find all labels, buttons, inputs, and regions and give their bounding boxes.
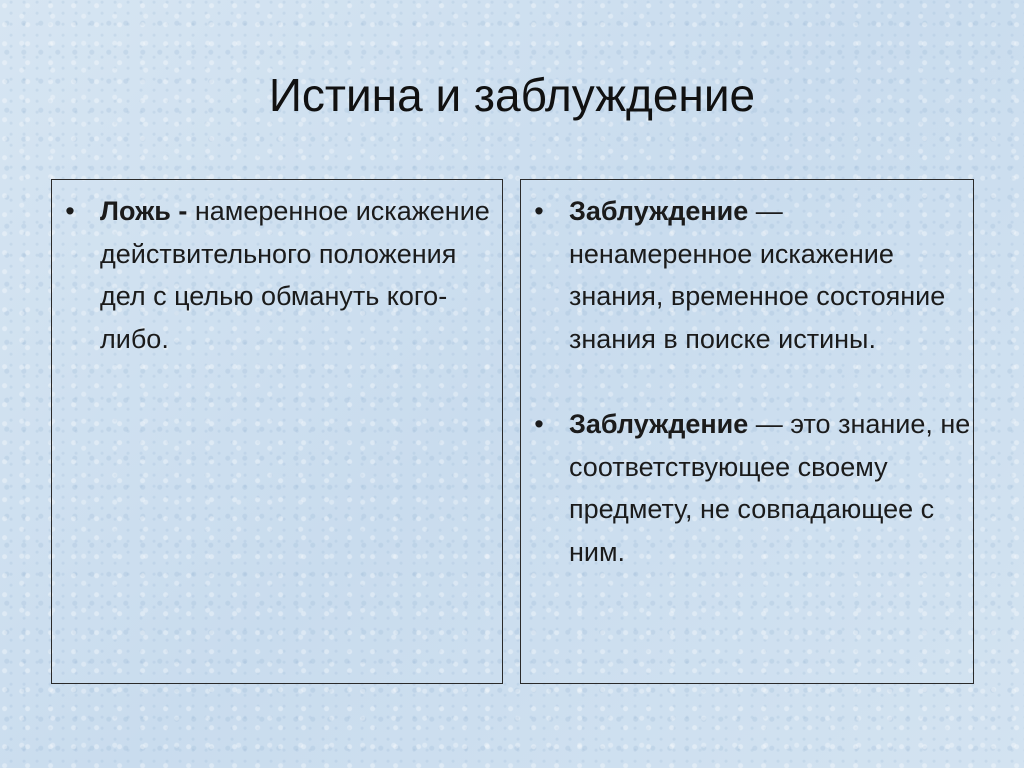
definition-text: — это знание, не соответствующее своему предмету, не совпадающее с ним. bbox=[569, 409, 971, 567]
bullet-icon: • bbox=[534, 409, 544, 439]
definition-text: — ненамеренное искажение знания, временное состояние знания в поиске истины. bbox=[569, 196, 946, 354]
term-label: Ложь - bbox=[100, 196, 188, 226]
term-label: Заблуждение bbox=[569, 196, 749, 226]
bullet-icon: • bbox=[534, 196, 544, 226]
right-definition-panel bbox=[520, 179, 974, 684]
definition-item-lie bbox=[52, 190, 502, 360]
left-definition-panel bbox=[51, 179, 503, 684]
term-label: Заблуждение bbox=[569, 409, 749, 439]
definition-item-error-1 bbox=[521, 190, 973, 360]
bullet-icon: • bbox=[65, 196, 75, 226]
definition-item-error-2 bbox=[521, 403, 973, 573]
slide-title: Истина и заблуждение bbox=[268, 69, 756, 121]
definition-text: намеренное искажение действительного положения дел с целью обмануть кого-либо. bbox=[100, 196, 490, 354]
